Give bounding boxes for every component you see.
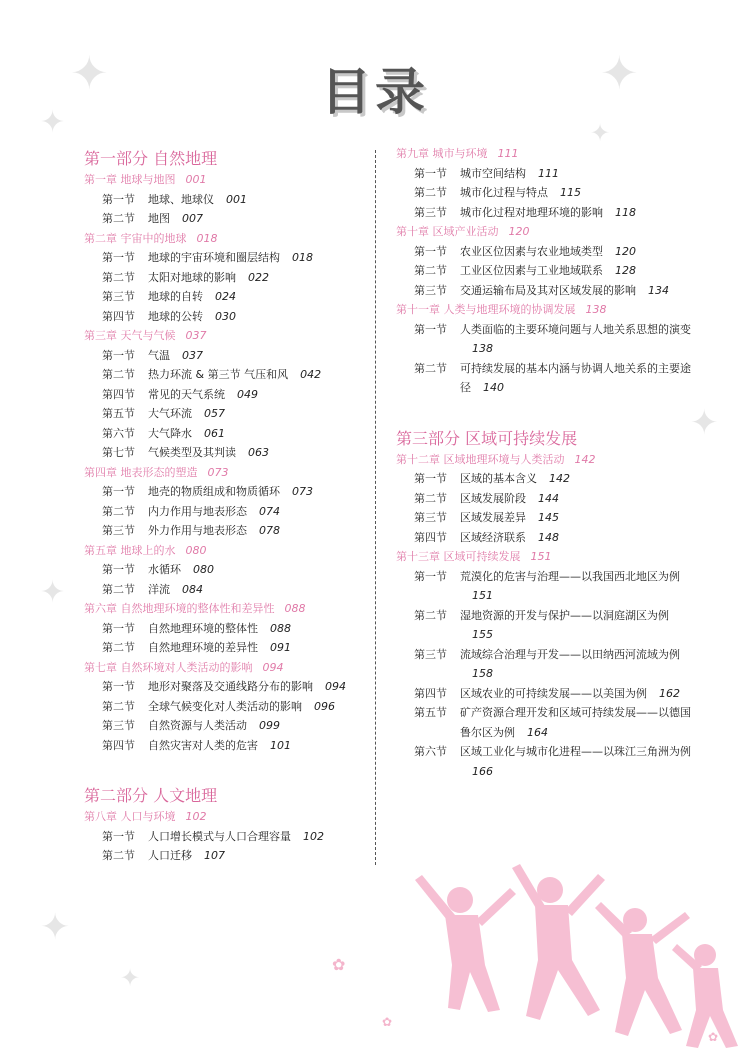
section-title: 自然资源与人类活动	[148, 719, 247, 732]
chapter-heading[interactable]	[396, 222, 696, 242]
section-entry[interactable]	[396, 261, 696, 281]
section-number: 第二节	[102, 270, 135, 284]
page-number: 061	[204, 426, 225, 440]
section-entry[interactable]	[396, 183, 696, 203]
page-number: 164	[527, 725, 548, 739]
section-entry[interactable]	[396, 203, 696, 223]
page-number: 142	[549, 472, 570, 485]
page-number: 144	[538, 491, 559, 505]
sparkle-icon: ✦	[690, 403, 719, 443]
section-title: 水循环	[148, 563, 181, 576]
chapter-title: 第八章 人口与环境	[84, 810, 176, 823]
page-number: 120	[615, 244, 636, 258]
page-number: 078	[259, 524, 280, 537]
section-number: 第二节	[102, 699, 135, 713]
chapter-title: 第六章 自然地理环境的整体性和差异性	[84, 602, 275, 615]
chapter-title: 第四章 地表形态的塑造	[84, 465, 198, 479]
section-entry[interactable]	[396, 684, 696, 704]
chapter-heading[interactable]	[396, 144, 696, 164]
section-title: 人类面临的主要环境问题与人地关系思想的演变	[460, 322, 691, 336]
section-entry[interactable]	[84, 268, 374, 288]
section-entry[interactable]	[84, 287, 374, 307]
page-number: 042	[300, 368, 322, 381]
sparkle-icon: ✦	[590, 119, 611, 147]
section-title: 区域发展阶段	[460, 491, 526, 505]
section-number: 第六节	[102, 426, 135, 440]
section-title: 地球、地球仪	[148, 192, 214, 206]
page-number: 145	[538, 511, 559, 524]
section-title: 大气降水	[148, 426, 192, 440]
section-number: 第二节	[102, 849, 135, 862]
page-number: 099	[259, 719, 280, 732]
section-title: 地球的自转	[148, 290, 203, 303]
section-number: 第四节	[414, 530, 447, 544]
chapter-heading[interactable]	[396, 300, 696, 320]
page-number: 091	[270, 641, 291, 654]
section-entry[interactable]	[84, 385, 374, 405]
section-number: 第一节	[102, 829, 135, 843]
section-title: 自然地理环境的差异性	[148, 641, 258, 654]
page-number: 151	[530, 550, 552, 563]
page-number: 073	[207, 465, 229, 479]
page-number: 101	[270, 738, 291, 752]
section-title: 城市空间结构	[460, 166, 526, 180]
section-title: 太阳对地球的影响	[148, 270, 236, 284]
chapter-title: 第九章 城市与环境	[396, 147, 488, 160]
section-number: 第一节	[414, 322, 447, 336]
section-entry[interactable]	[84, 346, 374, 366]
section-number: 第三节	[414, 205, 447, 219]
page-number: 162	[659, 686, 680, 700]
section-title: 区域的基本含义	[460, 472, 537, 485]
section-number: 第一节	[102, 485, 135, 498]
page-number: 037	[182, 348, 203, 362]
page-number: 111	[538, 166, 559, 180]
section-title: 农业区位因素与农业地域类型	[460, 244, 603, 258]
section-title: 可持续发展的基本内涵与协调人地关系的主要途径	[460, 361, 691, 394]
section-title: 热力环流 & 第三节 气压和风	[148, 368, 289, 381]
page-number: 094	[262, 660, 284, 674]
page-number: 088	[270, 621, 291, 635]
chapter-heading[interactable]	[396, 450, 696, 470]
chapter-title: 第十章 区域产业活动	[396, 225, 499, 238]
page-number: 007	[182, 212, 203, 225]
section-entry[interactable]	[396, 281, 696, 301]
section-entry[interactable]	[84, 248, 374, 268]
part-heading: 第三部分 区域可持续发展	[396, 428, 578, 448]
section-title: 地图	[148, 212, 170, 225]
section-title: 地球的公转	[148, 309, 203, 323]
page-number: 057	[204, 407, 225, 420]
section-number: 第二节	[414, 608, 447, 622]
page-number: 111	[497, 147, 519, 160]
chapter-heading[interactable]	[84, 170, 374, 190]
section-title: 地壳的物质组成和物质循环	[148, 485, 280, 498]
sparkle-icon: ✦	[40, 575, 66, 610]
chapter-title: 第十三章 区域可持续发展	[396, 550, 521, 563]
section-entry[interactable]	[396, 508, 696, 528]
sparkle-icon: ✦	[120, 964, 141, 992]
section-title: 外力作用与地表形态	[148, 524, 247, 537]
page-number: 102	[185, 810, 207, 823]
flower-icon: ✿	[708, 1030, 719, 1044]
page-number: 074	[259, 504, 280, 518]
section-title: 大气环流	[148, 407, 192, 420]
page-number: 001	[226, 192, 247, 206]
chapter-title: 第七章 自然环境对人类活动的影响	[84, 660, 253, 674]
chapter-title: 第五章 地球上的水	[84, 543, 176, 557]
section-title: 区域工业化与城市化进程——以珠江三角洲为例	[460, 745, 691, 758]
page-number: 140	[483, 381, 504, 394]
section-number: 第一节	[102, 348, 135, 362]
section-entry[interactable]	[84, 697, 374, 717]
section-title: 区域农业的可持续发展——以美国为例	[460, 686, 647, 700]
section-number: 第二节	[414, 264, 447, 277]
section-entry[interactable]	[396, 489, 696, 509]
section-number: 第二节	[102, 368, 135, 381]
page-number: 115	[560, 186, 581, 199]
page-number: 049	[237, 387, 258, 401]
section-entry[interactable]	[396, 359, 696, 398]
page-number: 158	[472, 667, 493, 680]
section-title: 洋流	[148, 582, 170, 596]
page-number: 018	[292, 251, 313, 264]
section-entry[interactable]	[396, 703, 696, 742]
section-entry[interactable]	[396, 742, 696, 781]
section-entry[interactable]	[396, 567, 696, 606]
section-title: 气温	[148, 348, 170, 362]
section-entry[interactable]	[84, 502, 374, 522]
section-number: 第一节	[102, 680, 135, 693]
section-entry[interactable]	[84, 365, 374, 385]
flower-icon: ✿	[332, 955, 346, 974]
chapter-heading[interactable]	[84, 326, 374, 346]
section-number: 第三节	[102, 290, 135, 303]
page-number: 084	[182, 582, 203, 596]
section-entry[interactable]	[396, 528, 696, 548]
page-number: 080	[185, 543, 207, 557]
section-number: 第二节	[102, 212, 135, 225]
column-divider	[375, 150, 376, 865]
section-entry[interactable]	[84, 846, 374, 866]
page-number: 118	[615, 205, 636, 219]
section-title: 自然地理环境的整体性	[148, 621, 258, 635]
page-number: 138	[585, 303, 607, 316]
sparkle-icon: ✦	[600, 46, 639, 100]
section-number: 第二节	[102, 641, 135, 654]
section-entry[interactable]	[84, 580, 374, 600]
chapter-heading[interactable]	[84, 658, 374, 678]
page-number: 166	[472, 764, 493, 778]
chapter-heading[interactable]	[84, 807, 374, 827]
page-number: 128	[615, 264, 636, 277]
section-number: 第二节	[102, 582, 135, 596]
section-number: 第三节	[102, 719, 135, 732]
page-number: 063	[248, 446, 269, 459]
sparkle-icon: ✦	[40, 105, 66, 140]
jumping-people-silhouette	[400, 860, 740, 1050]
section-title: 内力作用与地表形态	[148, 504, 247, 518]
section-title: 流域综合治理与开发——以田纳西河流域为例	[460, 647, 680, 661]
section-entry[interactable]	[84, 560, 374, 580]
section-entry[interactable]	[396, 242, 696, 262]
section-entry[interactable]	[84, 209, 374, 229]
chapter-title: 第一章 地球与地图	[84, 173, 176, 186]
section-number: 第一节	[414, 244, 447, 258]
chapter-title: 第二章 宇宙中的地球	[84, 231, 187, 245]
section-number: 第六节	[414, 745, 447, 758]
chapter-heading[interactable]	[84, 541, 374, 561]
section-number: 第三节	[102, 524, 135, 537]
page-number: 030	[215, 309, 236, 323]
page-number: 102	[303, 829, 324, 843]
section-title: 城市化过程对地理环境的影响	[460, 205, 603, 219]
section-entry[interactable]	[84, 619, 374, 639]
section-entry[interactable]	[396, 469, 696, 489]
section-entry[interactable]	[84, 827, 374, 847]
page-number: 138	[472, 342, 493, 355]
page-number: 073	[292, 485, 313, 498]
toc-left-column	[84, 144, 374, 866]
section-title: 区域发展差异	[460, 511, 526, 524]
page-number: 094	[325, 680, 346, 693]
section-entry[interactable]	[84, 190, 374, 210]
section-number: 第二节	[102, 504, 135, 518]
section-number: 第一节	[414, 472, 447, 485]
page-number: 142	[574, 452, 596, 466]
chapter-heading[interactable]	[396, 547, 696, 567]
section-entry[interactable]	[84, 638, 374, 658]
section-entry[interactable]	[84, 404, 374, 424]
section-entry[interactable]	[84, 521, 374, 541]
section-title: 地形对聚落及交通线路分布的影响	[148, 680, 313, 693]
section-title: 地球的宇宙环境和圈层结构	[148, 251, 280, 264]
section-number: 第二节	[414, 361, 447, 375]
page-number: 001	[185, 173, 207, 186]
section-title: 工业区位因素与工业地域联系	[460, 264, 603, 277]
section-entry[interactable]	[396, 606, 696, 645]
section-number: 第一节	[102, 621, 135, 635]
part-heading: 第二部分 人文地理	[84, 786, 218, 805]
section-title: 湿地资源的开发与保护——以洞庭湖区为例	[460, 608, 669, 622]
section-title: 气候类型及其判读	[148, 446, 236, 459]
sparkle-icon: ✦	[40, 907, 71, 948]
page-number: 096	[314, 699, 335, 713]
section-number: 第三节	[414, 647, 447, 661]
section-entry[interactable]	[84, 677, 374, 697]
page-number: 080	[193, 563, 214, 576]
page-number: 148	[538, 530, 559, 544]
section-title: 人口迁移	[148, 849, 192, 862]
chapter-title: 第三章 天气与气候	[84, 329, 176, 342]
section-title: 区域经济联系	[460, 530, 526, 544]
section-number: 第一节	[414, 569, 447, 583]
section-number: 第一节	[102, 563, 135, 576]
section-title: 城市化过程与特点	[460, 186, 548, 199]
page-number: 088	[284, 602, 306, 615]
page-number: 022	[248, 270, 269, 284]
section-entry[interactable]	[84, 307, 374, 327]
page-number: 120	[508, 225, 530, 238]
page-number: 151	[472, 589, 493, 602]
section-title: 全球气候变化对人类活动的影响	[148, 699, 302, 713]
section-title: 矿产资源合理开发和区域可持续发展——以德国鲁尔区为例	[460, 706, 691, 739]
section-number: 第四节	[102, 387, 135, 401]
page-number: 107	[204, 849, 225, 862]
chapter-heading[interactable]	[84, 599, 374, 619]
page-number: 134	[648, 283, 669, 297]
section-number: 第五节	[102, 407, 135, 420]
section-entry[interactable]	[84, 424, 374, 444]
section-title: 常见的天气系统	[148, 387, 225, 401]
section-number: 第四节	[414, 686, 447, 700]
section-entry[interactable]	[84, 482, 374, 502]
section-number: 第五节	[414, 706, 447, 719]
section-number: 第二节	[414, 491, 447, 505]
section-entry[interactable]	[84, 716, 374, 736]
section-title: 荒漠化的危害与治理——以我国西北地区为例	[460, 569, 680, 583]
page-number: 155	[472, 628, 493, 641]
section-number: 第四节	[102, 309, 135, 323]
section-title: 交通运输布局及其对区域发展的影响	[460, 283, 636, 297]
toc-right-column	[396, 144, 696, 781]
chapter-title: 第十一章 人类与地理环境的协调发展	[396, 303, 576, 316]
section-title: 自然灾害对人类的危害	[148, 738, 258, 752]
section-title: 人口增长模式与人口合理容量	[148, 829, 291, 843]
section-number: 第三节	[414, 283, 447, 297]
section-number: 第一节	[102, 251, 135, 264]
section-entry[interactable]	[84, 443, 374, 463]
section-entry[interactable]	[396, 320, 696, 359]
section-number: 第三节	[414, 511, 447, 524]
section-entry[interactable]	[84, 736, 374, 756]
page-number: 037	[185, 329, 207, 342]
flower-icon: ✿	[382, 1015, 393, 1029]
section-number: 第一节	[414, 166, 447, 180]
section-number: 第一节	[102, 192, 135, 206]
section-entry[interactable]	[396, 164, 696, 184]
section-number: 第四节	[102, 738, 135, 752]
page-title: 目录	[321, 63, 429, 121]
chapter-heading[interactable]	[84, 463, 374, 483]
section-number: 第七节	[102, 446, 135, 459]
sparkle-icon: ✦	[70, 46, 109, 100]
part-heading: 第一部分 自然地理	[84, 149, 218, 168]
page-number: 018	[196, 231, 218, 245]
section-number: 第二节	[414, 186, 447, 199]
page-number: 024	[215, 290, 236, 303]
section-entry[interactable]	[396, 645, 696, 684]
chapter-heading[interactable]	[84, 229, 374, 249]
chapter-title: 第十二章 区域地理环境与人类活动	[396, 452, 565, 466]
